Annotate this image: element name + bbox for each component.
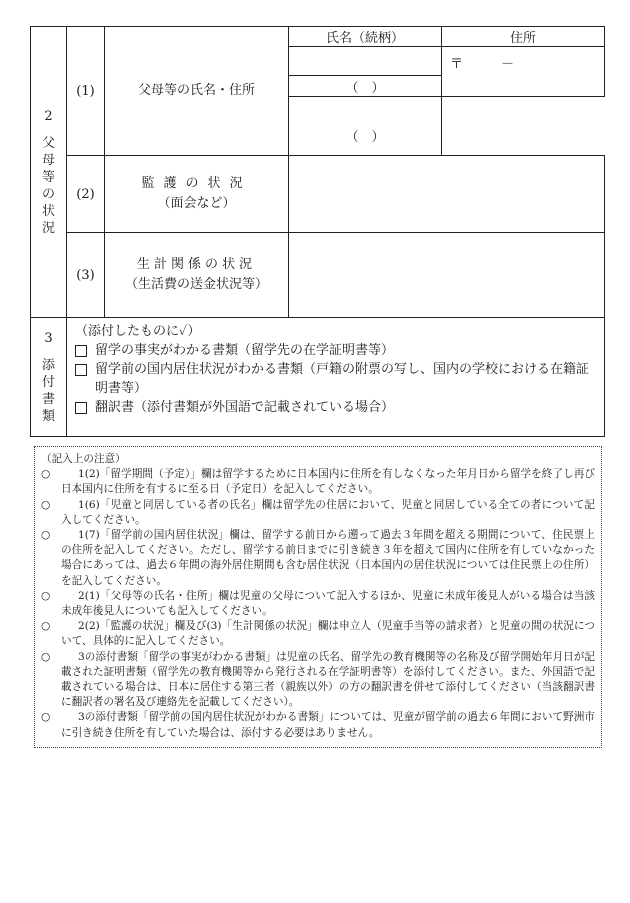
note-item xyxy=(41,467,595,497)
note-bullet: ○ xyxy=(41,529,51,542)
s3-char: 書 xyxy=(41,391,55,407)
s3-char: 添 xyxy=(41,357,55,373)
header-address: 住所 xyxy=(442,27,605,47)
row3-number: (3) xyxy=(67,233,105,318)
attachment-item[interactable] xyxy=(75,398,598,417)
checkbox-1[interactable] xyxy=(75,345,87,357)
section3-title xyxy=(31,318,67,437)
note-item xyxy=(41,498,595,528)
s2-char: 況 xyxy=(41,220,55,236)
section2-title xyxy=(31,27,67,318)
parent1-name-cell[interactable] xyxy=(289,47,442,76)
note-bullet: ○ xyxy=(41,498,51,511)
attachment-item[interactable] xyxy=(75,341,598,360)
row3-label-line1: 生計関係の状況 xyxy=(136,257,256,272)
note-text: 2(2)「監護の状況」欄及び(3)「生計関係の状況」欄は申立人（児童手当等の請求者）と児童の間の状況について、具体的に記入してください。 xyxy=(61,620,595,648)
note-text: 3の添付書類「留学の事実がわかる書類」は児童の氏名、留学先の教育機関等の名称及び留学開始年月日が記載された証明書類（留学先の教育機関等から発行される在学証明書等）を添付してください。また、外国語で記載されている場合は、日本に居住する第三者（親族以外）の方の翻訳書を併せて添付してください（当該翻訳書に翻訳者の署名及び連絡先を記載してください）。 xyxy=(61,650,595,709)
notes-title: （記入上の注意） xyxy=(41,453,126,465)
attachment-item[interactable] xyxy=(75,360,598,398)
s3-char: 類 xyxy=(41,408,55,424)
notes-list xyxy=(41,467,595,741)
note-item xyxy=(41,650,595,711)
s2-char: 状 xyxy=(41,203,55,219)
note-item xyxy=(41,710,595,740)
note-text: 2(1)「父母等の氏名・住所」欄は児童の父母について記入するほか、児童に未成年後見人がいる場合は当該未成年後見人についても記入してください。 xyxy=(61,589,595,618)
attachment-item-label: 翻訳書（添付書類が外国語で記載されている場合） xyxy=(95,400,395,415)
attachment-item-label: 留学前の国内居住状況がわかる書類（戸籍の附票の写し、国内の学校における在籍証明書等） xyxy=(95,362,590,396)
notes-box xyxy=(34,446,602,748)
s2-char: 母 xyxy=(41,152,55,168)
attachment-item-label: 留学の事実がわかる書類（留学先の在学証明書等） xyxy=(95,343,395,358)
form-container xyxy=(30,26,604,437)
row1-number: (1) xyxy=(67,27,105,156)
attachments-cell xyxy=(67,318,605,437)
section3-number: 3 xyxy=(44,330,53,346)
row2-label xyxy=(105,156,289,233)
note-text: 1(6)「児童と同居している者の氏名」欄は留学先の住居において、児童と同居している全ての者について記入してください。 xyxy=(61,498,595,526)
header-name: 氏名（続柄） xyxy=(289,27,442,47)
row3-label xyxy=(105,233,289,318)
row2-input[interactable] xyxy=(289,156,605,233)
row1-label: 父母等の氏名・住所 xyxy=(105,27,289,156)
s2-char: 等 xyxy=(41,169,55,185)
row3-label-line2: （生活費の送金状況等） xyxy=(124,277,268,292)
s2-char: の xyxy=(41,186,55,202)
note-text: 1(7)「留学前の国内居住状況」欄は、留学する前日から遡って過去３年間を超える期間について、住民票上の住所を記入してください。ただし、留学する前日までに引き続き３年を超えて国内に住所を有していなかった場合にあっては、過去６年間の海外居住期間も含む居住状況（日本国内の居住状況については住民票上の住所）を記入してください。 xyxy=(61,529,595,587)
row3-input[interactable] xyxy=(289,233,605,318)
row2-number: (2) xyxy=(67,156,105,233)
parent1-relation[interactable]: （ ） xyxy=(289,76,442,97)
note-item xyxy=(41,528,595,589)
form-table xyxy=(30,26,605,437)
postal-dash-1: － xyxy=(501,57,515,72)
checkbox-2[interactable] xyxy=(75,364,87,376)
row2-label-line2: （面会など） xyxy=(157,196,236,211)
attachments-intro: （添付したものに✓） xyxy=(75,324,201,339)
note-text: 1(2)「留学期間（予定）」欄は留学するために日本国内に住所を有しなくなった年月日から留学を終了し再び日本国内に住所を有するに至る日（予定日）を記入してください。 xyxy=(61,468,595,496)
note-bullet: ○ xyxy=(41,711,51,724)
section2-number: 2 xyxy=(44,108,53,124)
parent1-address-cell[interactable] xyxy=(442,47,605,97)
postal-mark-1: 〒 xyxy=(450,57,464,72)
note-item xyxy=(41,589,595,619)
s2-char: 父 xyxy=(41,135,55,151)
note-bullet: ○ xyxy=(41,650,51,663)
s3-char: 付 xyxy=(41,374,55,390)
checkbox-3[interactable] xyxy=(75,402,87,414)
note-text: 3の添付書類「留学前の国内居住状況がわかる書類」については、児童が留学前の過去６年間において野洲市に引き続き住所を有していた場合は、添付する必要はありません。 xyxy=(61,711,595,739)
row2-label-line1: 監護の状況 xyxy=(141,176,252,191)
note-bullet: ○ xyxy=(41,589,51,602)
parent2-relation[interactable]: （ ） xyxy=(289,97,442,156)
note-bullet: ○ xyxy=(41,620,51,633)
note-bullet: ○ xyxy=(41,468,51,481)
note-item xyxy=(41,619,595,649)
